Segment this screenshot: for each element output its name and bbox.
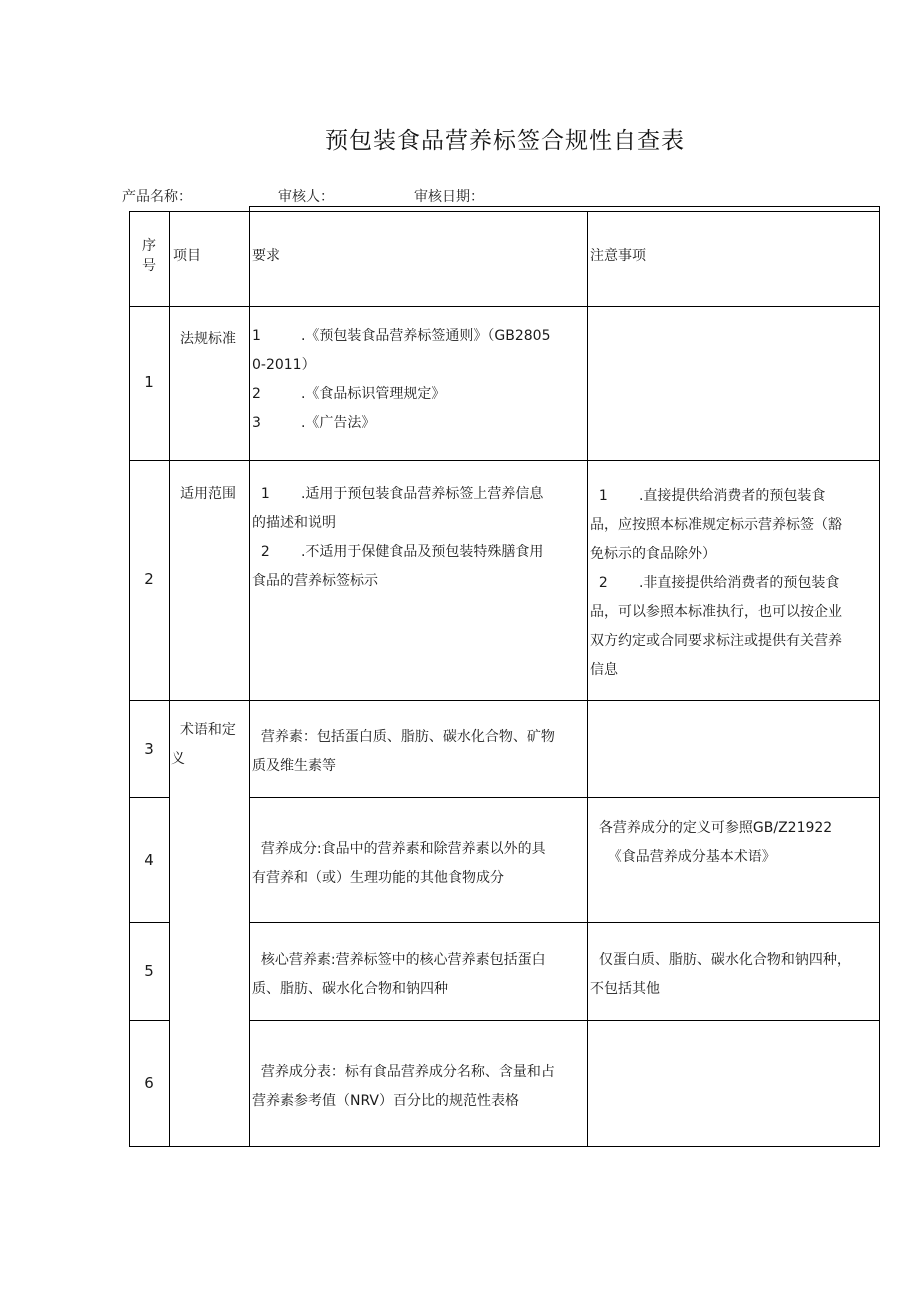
product-name-label: 产品名称： bbox=[122, 189, 192, 205]
row-3-requirement: 营养素：包括蛋白质、脂肪、碳水化合物、矿物 质及维生素等 bbox=[252, 729, 555, 774]
row-5-number: 5 bbox=[144, 962, 154, 980]
row-1-requirement: 1 .《预包装食品营养标签通则》（GB2805 0-2011） 2 .《食品标识管理规定》 3 .《广告法》 bbox=[252, 328, 551, 431]
row-5-requirement: 核心营养素:营养标签中的核心营养素包括蛋白 质、脂肪、碳水化合物和钠四种 bbox=[252, 952, 546, 997]
row-6-number: 6 bbox=[144, 1074, 154, 1092]
header-item: 项目 bbox=[173, 248, 201, 264]
page-title: 预包装食品营养标签合规性自查表 bbox=[325, 128, 685, 154]
row-3-item: 术语和定 义 bbox=[171, 722, 236, 767]
row-2-item: 适用范围 bbox=[180, 486, 236, 502]
review-date-label: 审核日期： bbox=[414, 189, 484, 205]
header-notes: 注意事项 bbox=[590, 248, 646, 264]
row-1-number: 1 bbox=[144, 373, 154, 391]
reviewer-label: 审核人： bbox=[278, 189, 334, 205]
row-6-requirement: 营养成分表：标有食品营养成分名称、含量和占 营养素参考值（NRV）百分比的规范性表格 bbox=[252, 1064, 555, 1109]
row-4-requirement: 营养成分:食品中的营养素和除营养素以外的具 有营养和（或）生理功能的其他食物成分 bbox=[252, 841, 546, 886]
row-3-number: 3 bbox=[144, 740, 154, 758]
row-2-requirement: 1 .适用于预包装食品营养标签上营养信息 的描述和说明 2 .不适用于保健食品及预包装特殊膳食用 食品的营养标签标示 bbox=[252, 486, 544, 589]
header-seq: 序 号 bbox=[142, 238, 156, 274]
row-4-number: 4 bbox=[144, 851, 154, 869]
row-2-notes: 1 .直接提供给消费者的预包装食 品，应按照本标准规定标示营养标签（豁 免标示的食品除外） 2 .非直接提供给消费者的预包装食 品，可以参照本标准执行，也可以按企业 双方约定或合同要求标注或提供有关营养 信息 bbox=[590, 488, 842, 678]
row-5-notes: 仅蛋白质、脂肪、碳水化合物和钠四种， 不包括其他 bbox=[590, 952, 851, 997]
row-4-notes: 各营养成分的定义可参照GB/Z21922 《食品营养成分基本术语》 bbox=[590, 820, 833, 865]
row-1-item: 法规标准 bbox=[180, 331, 236, 347]
header-requirement: 要求 bbox=[252, 248, 280, 264]
row-2-number: 2 bbox=[144, 570, 154, 588]
